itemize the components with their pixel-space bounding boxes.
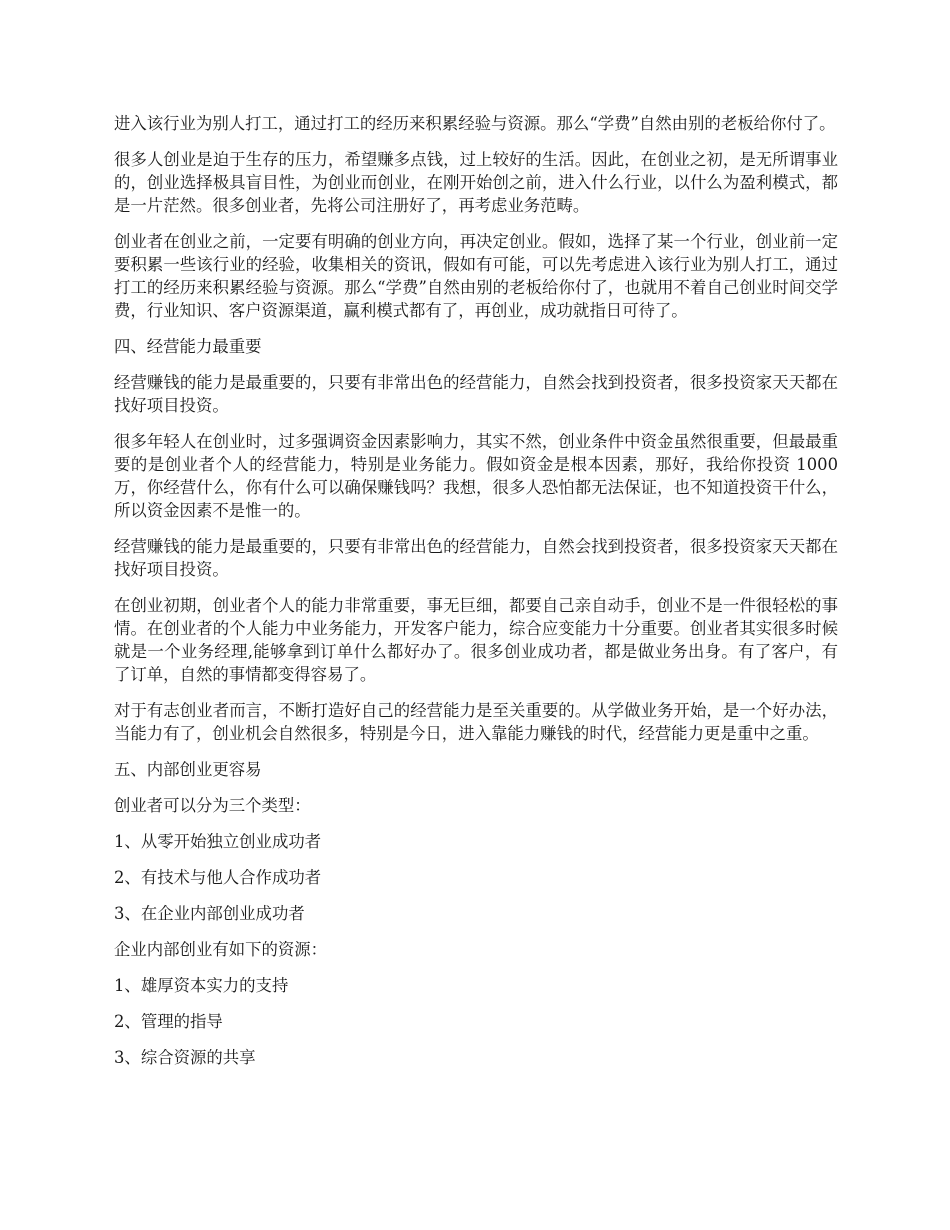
paragraph-5: 经营赚钱的能力是最重要的，只要有非常出色的经营能力，自然会找到投资者，很多投资家天天都在找好项目投资。: [114, 373, 838, 415]
paragraph-1: 进入该行业为别人打工，通过打工的经历来积累经验与资源。那么“学费”自然由别的老板给你付了。: [114, 114, 836, 133]
paragraph-9: 对于有志创业者而言，不断打造好自己的经营能力是至关重要的。从学做业务开始，是一个好办法，当能力有了，创业机会自然很多，特别是今日，进入靠能力赚钱的时代，经营能力更是重中之重。: [114, 701, 838, 743]
list-item-resource-2: 2、管理的指导: [114, 1012, 223, 1031]
paragraph-2: 很多人创业是迫于生存的压力，希望赚多点钱，过上较好的生活。因此，在创业之初，是无所谓事业的，创业选择极具盲目性，为创业而创业，在刚开始创之前，进入什么行业，以什么为盈利模式，都是一片茫然。很多创业者，先将公司注册好了，再考虑业务范畴。: [114, 150, 838, 215]
paragraph-8: 在创业初期，创业者个人的能力非常重要，事无巨细，都要自己亲自动手，创业不是一件很轻松的事情。在创业者的个人能力中业务能力，开发客户能力，综合应变能力十分重要。创业者其实很多时候就是一个业务经理,能够拿到订单什么都好办了。很多创业成功者，都是做业务出身。有了客户，有了订单，自然的事情都变得容易了。: [114, 596, 838, 684]
document-body: [114, 112, 838, 1082]
paragraph-6: 很多年轻人在创业时，过多强调资金因素影响力，其实不然，创业条件中资金虽然很重要，但最最重要的是创业者个人的经营能力，特别是业务能力。假如资金是根本因素，那好，我给你投资 1000 万，你经营什么，你有什么可以确保赚钱吗？我想，很多人恐怕都无法保证，也不知道投资干什么，所以资金因素不是惟一的。: [114, 432, 838, 520]
paragraph-3: 创业者在创业之前，一定要有明确的创业方向，再决定创业。假如，选择了某一个行业，创业前一定要积累一些该行业的经验，收集相关的资讯，假如有可能，可以先考虑进入该行业为别人打工，通过打工的经历来积累经验与资源。那么“学费”自然由别的老板给你付了，也就用不着自己创业时间交学费，行业知识、客户资源渠道，赢利模式都有了，再创业，成功就指日可待了。: [114, 232, 838, 320]
paragraph-7: 经营赚钱的能力是最重要的，只要有非常出色的经营能力，自然会找到投资者，很多投资家天天都在找好项目投资。: [114, 537, 838, 579]
list-item-resource-3: 3、综合资源的共享: [114, 1048, 256, 1067]
section-heading-5: 五、内部创业更容易: [114, 760, 262, 779]
section-heading-4: 四、经营能力最重要: [114, 337, 262, 356]
list-item-type-1: 1、从零开始独立创业成功者: [114, 832, 322, 851]
paragraph-11: 创业者可以分为三个类型：: [114, 796, 311, 815]
list-item-resource-1: 1、雄厚资本实力的支持: [114, 976, 289, 995]
list-item-type-2: 2、有技术与他人合作成功者: [114, 868, 322, 887]
paragraph-15: 企业内部创业有如下的资源：: [114, 940, 328, 959]
list-item-type-3: 3、在企业内部创业成功者: [114, 904, 305, 923]
